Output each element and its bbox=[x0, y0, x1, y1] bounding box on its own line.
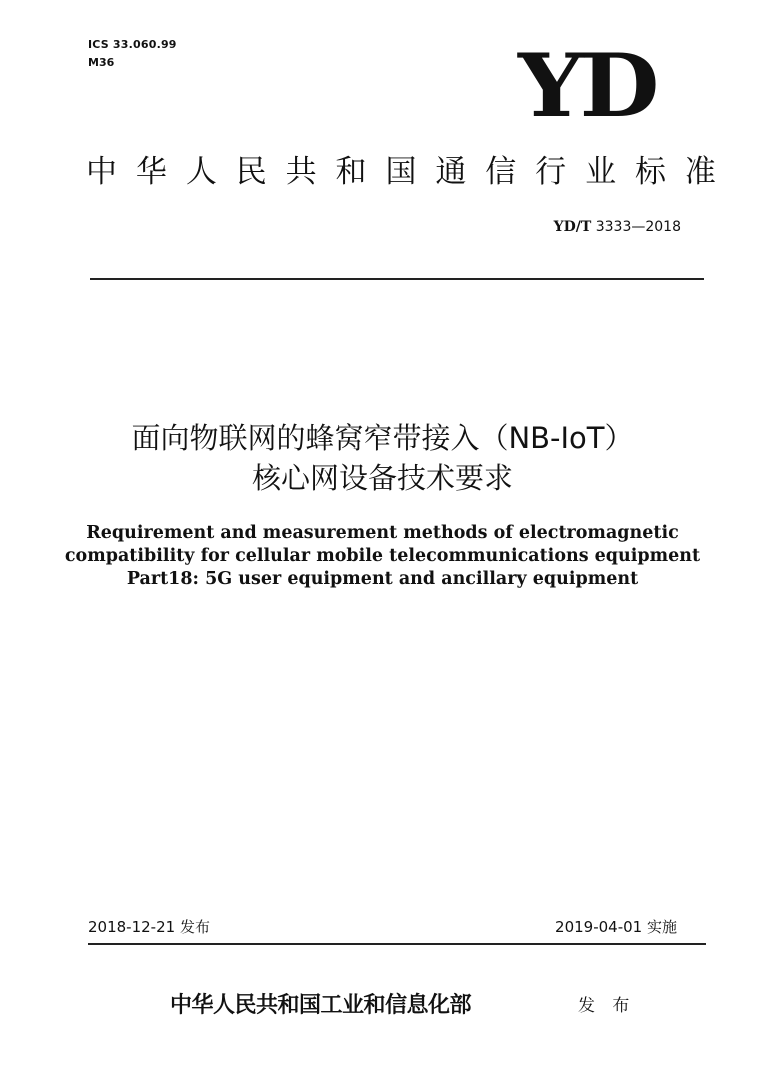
publisher-name: 中华人民共和国工业和信息化部 bbox=[170, 992, 472, 1018]
publish-label: 发 布 bbox=[578, 996, 636, 1016]
standard-number bbox=[554, 218, 681, 236]
industry-title-char: 标 bbox=[634, 154, 666, 190]
industry-title-char: 中 bbox=[86, 154, 117, 190]
header-divider bbox=[90, 278, 704, 280]
industry-title-char: 华 bbox=[135, 154, 167, 190]
implementation-date: 2019-04-01 实施 bbox=[555, 918, 677, 936]
chinese-title bbox=[60, 418, 705, 498]
industry-title-char: 国 bbox=[385, 154, 417, 190]
standard-prefix: YD/T bbox=[553, 219, 592, 235]
english-title bbox=[40, 522, 725, 591]
english-title-line: Part18: 5G user equipment and ancillary equipment bbox=[126, 569, 639, 589]
industry-title-char: 民 bbox=[235, 154, 267, 190]
industry-title-char: 人 bbox=[185, 154, 217, 190]
industry-title-char: 共 bbox=[285, 154, 317, 190]
issue-date: 2018-12-21 发布 bbox=[88, 918, 210, 936]
chinese-title-line: 面向物联网的蜂窝窄带接入（NB-IoT） bbox=[131, 421, 634, 455]
ccs-code: M36 bbox=[88, 56, 115, 69]
industry-title-char: 行 bbox=[535, 154, 567, 190]
industry-title-char: 信 bbox=[485, 154, 517, 190]
standard-number-value: 3333—2018 bbox=[595, 219, 681, 235]
english-title-line: compatibility for cellular mobile telecommunications equipment bbox=[64, 546, 701, 566]
industry-title-char: 准 bbox=[684, 154, 716, 190]
industry-standard-title bbox=[86, 152, 716, 192]
industry-title-char: 业 bbox=[585, 154, 617, 190]
industry-title-char: 和 bbox=[335, 154, 367, 190]
ics-code: ICS 33.060.99 bbox=[88, 38, 177, 51]
footer-divider bbox=[88, 943, 706, 945]
chinese-title-line: 核心网设备技术要求 bbox=[251, 461, 513, 495]
yd-logo: YD bbox=[518, 34, 656, 137]
industry-title-char: 通 bbox=[435, 154, 467, 190]
english-title-line: Requirement and measurement methods of electromagnetic bbox=[86, 523, 679, 543]
